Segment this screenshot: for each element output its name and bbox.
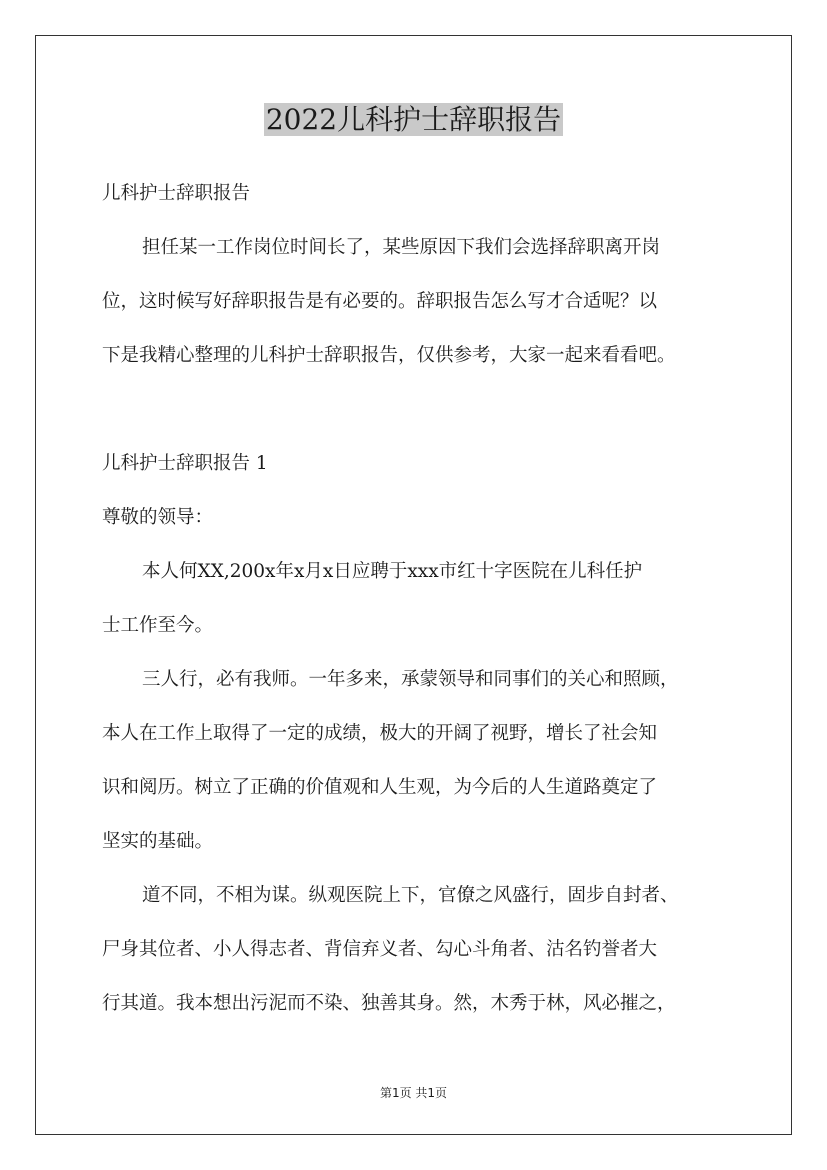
intro-line-2: 位，这时候写好辞职报告是有必要的。辞职报告怎么写才合适呢？以 [102, 291, 658, 312]
para2-line-2: 本人在工作上取得了一定的成绩，极大的开阔了视野，增长了社会知 [102, 723, 658, 744]
para2-line-3: 识和阅历。树立了正确的价值观和人生观，为今后的人生道路奠定了 [102, 777, 658, 798]
intro-line-3: 下是我精心整理的儿科护士辞职报告，仅供参考，大家一起来看看吧。 [102, 345, 676, 366]
section-heading: 儿科护士辞职报告 1 [102, 453, 268, 474]
para3-line-1: 道不同，不相为谋。纵观医院上下，官僚之风盛行，固步自封者、 [142, 885, 679, 906]
document-title-wrap [0, 100, 827, 140]
para1-line-2: 士工作至今。 [102, 615, 214, 636]
para3-line-3: 行其道。我本想出污泥而不染、独善其身。然，木秀于林，风必摧之， [102, 993, 676, 1014]
intro-line-1: 担任某一工作岗位时间长了，某些原因下我们会选择辞职离开岗 [142, 237, 661, 258]
subheading: 儿科护士辞职报告 [102, 183, 251, 204]
para1-line-1: 本人何XX,200x年x月x日应聘于xxx市红十字医院在儿科任护 [142, 561, 643, 582]
document-title: 2022儿科护士辞职报告 [265, 103, 562, 136]
para3-line-2: 尸身其位者、小人得志者、背信弃义者、勾心斗角者、沽名钓誉者大 [102, 939, 658, 960]
para2-line-1: 三人行，必有我师。一年多来，承蒙领导和同事们的关心和照顾， [142, 669, 679, 690]
para2-line-4: 坚实的基础。 [102, 831, 214, 852]
page-footer: 第1页 共1页 [379, 1086, 448, 1100]
salutation: 尊敬的领导： [102, 507, 214, 528]
